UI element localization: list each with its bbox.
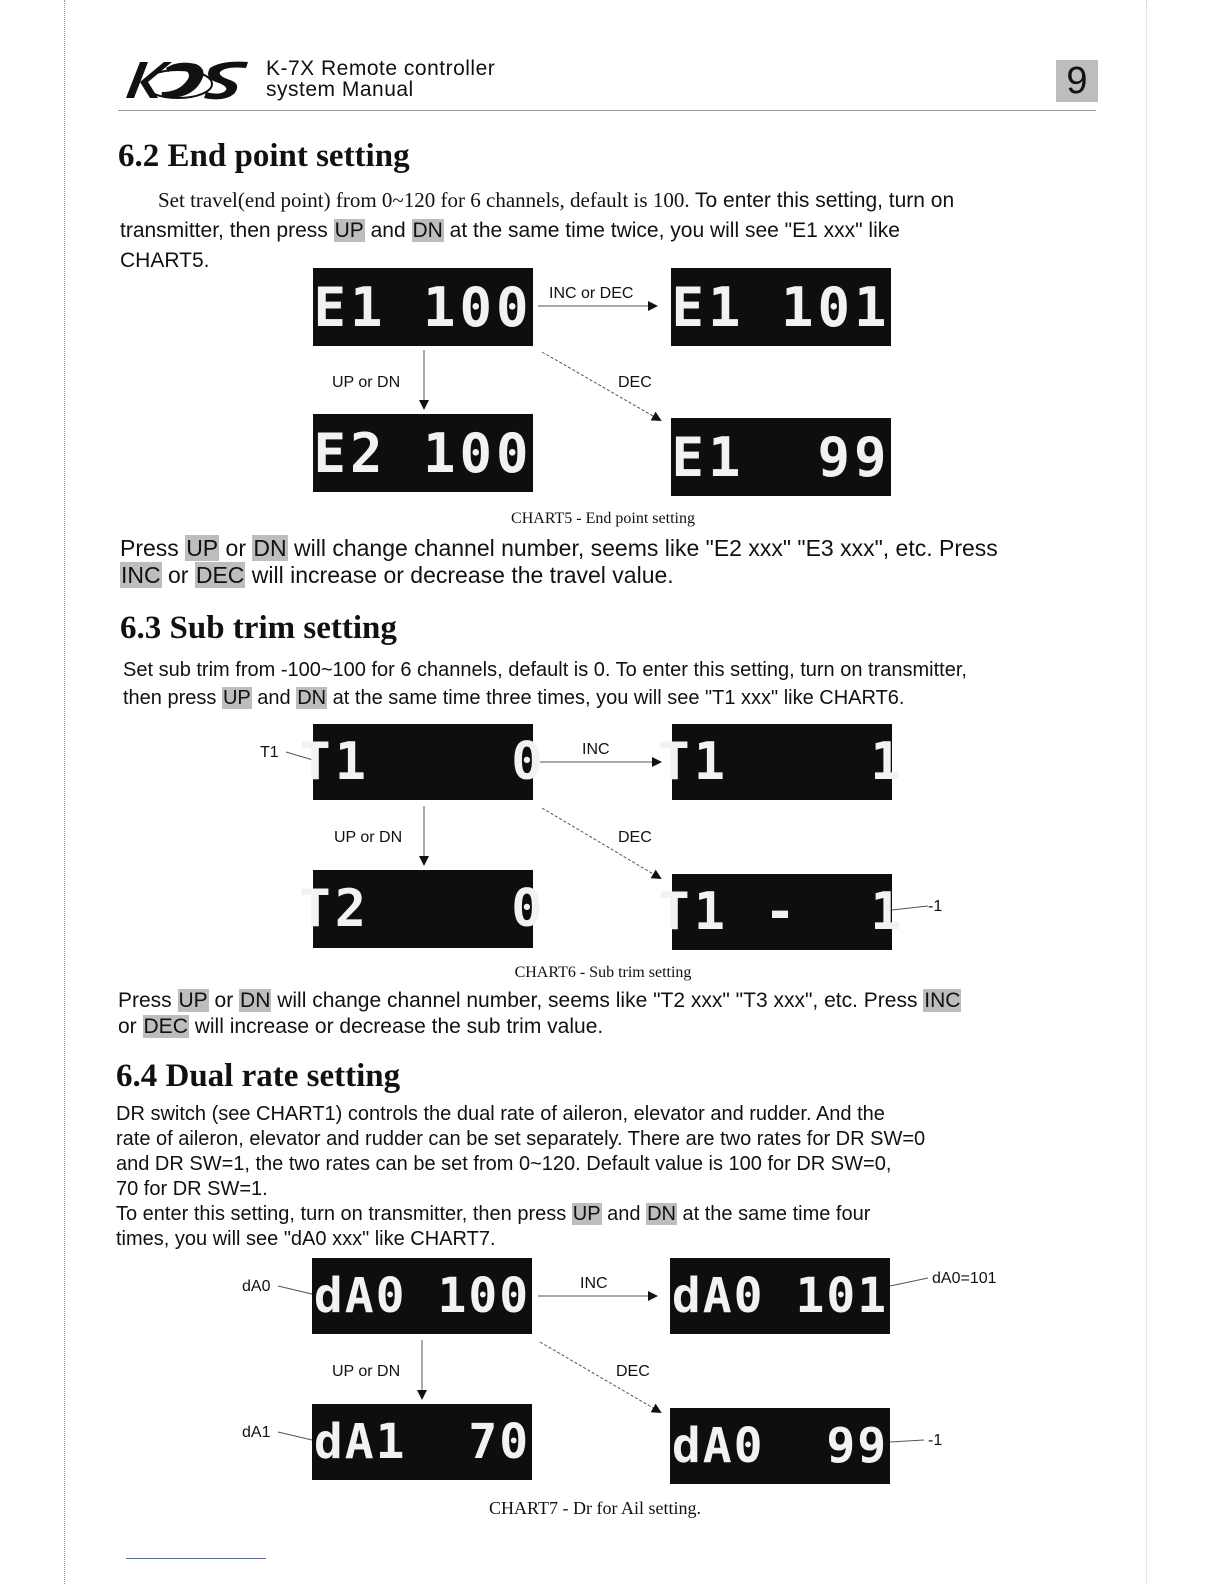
lcd-display: E1 100	[313, 268, 533, 346]
section-intro: DR switch (see CHART1) controls the dual rate of aileron, elevator and rudder. And the rate of aileron, elevator and rudder can be set separately. There are two rates for DR SW=0 and DR SW=1, the two rates can be set from 0~120. Default value is 100 for DR SW=0, 70 for DR SW=1. To enter this setting, turn on transmitter, then press UP and DN at the same time four times, you will see "dA0 xxx" like CHART7.	[116, 1103, 926, 1250]
display-label: dA0=101	[932, 1270, 997, 1287]
display-label: dA0	[242, 1278, 271, 1295]
lcd-display: dA1 70	[312, 1404, 532, 1480]
arrow-label: DEC	[618, 374, 652, 391]
chart-caption: CHART5 - End point setting	[511, 510, 695, 527]
lcd-display: E1 99	[671, 418, 891, 496]
display-label: -1	[928, 1432, 943, 1449]
chart-caption: CHART7 - Dr for Ail setting.	[489, 1498, 701, 1518]
display-label: -1	[928, 898, 943, 915]
arrow-label: UP or DN	[334, 829, 403, 846]
lcd-display: E1 101	[671, 268, 891, 346]
arrow-label: INC	[580, 1275, 608, 1292]
arrow-label: DEC	[616, 1363, 650, 1380]
lcd-display: E2 100	[313, 414, 533, 492]
section-intro: Set sub trim from -100~100 for 6 channels, default is 0. To enter this setting, turn on transmitter, then press UP and DN at the same time three times, you will see "T1 xxx" like CHART6.	[123, 659, 967, 709]
lcd-display: T1 1	[672, 724, 892, 800]
section-intro: Set travel(end point) from 0~120 for 6 channels, default is 100. To enter this setting, turn on transmitter, then press UP and DN at the same time twice, you will see "E1 xxx" like CHART5.	[120, 188, 955, 272]
footer-rule	[126, 1558, 266, 1559]
section-note: Press UP or DN will change channel number, seems like "E2 xxx" "E3 xxx", etc. Press INC or DEC will increase or decrease the travel value.	[120, 535, 998, 588]
display-label: dA1	[242, 1424, 271, 1441]
lcd-display: T1 - 1	[672, 874, 892, 950]
display-label: T1	[260, 744, 279, 761]
arrow-label: INC	[582, 741, 610, 758]
lcd-display: dA0 101	[670, 1258, 890, 1334]
lcd-display: T1 0	[313, 724, 533, 800]
lcd-display: dA0 100	[312, 1258, 532, 1334]
arrow-label: UP or DN	[332, 374, 401, 391]
chart-caption: CHART6 - Sub trim setting	[514, 964, 692, 981]
section-heading: 6.4 Dual rate setting	[116, 1058, 401, 1094]
arrow-label: UP or DN	[332, 1363, 401, 1380]
lcd-display: dA0 99	[670, 1408, 890, 1484]
manual-title: K-7X Remote controller system Manual	[266, 57, 496, 101]
section-heading: 6.3 Sub trim setting	[120, 610, 397, 646]
section-note: Press UP or DN will change channel number, seems like "T2 xxx" "T3 xxx", etc. Press INC or DEC will increase or decrease the sub trim value.	[118, 989, 961, 1038]
arrow-label: INC or DEC	[549, 285, 634, 302]
page-number: 9	[1056, 60, 1098, 102]
arrow-label: DEC	[618, 829, 652, 846]
section-heading: 6.2 End point setting	[118, 138, 410, 174]
lcd-display: T2 0	[313, 870, 533, 948]
